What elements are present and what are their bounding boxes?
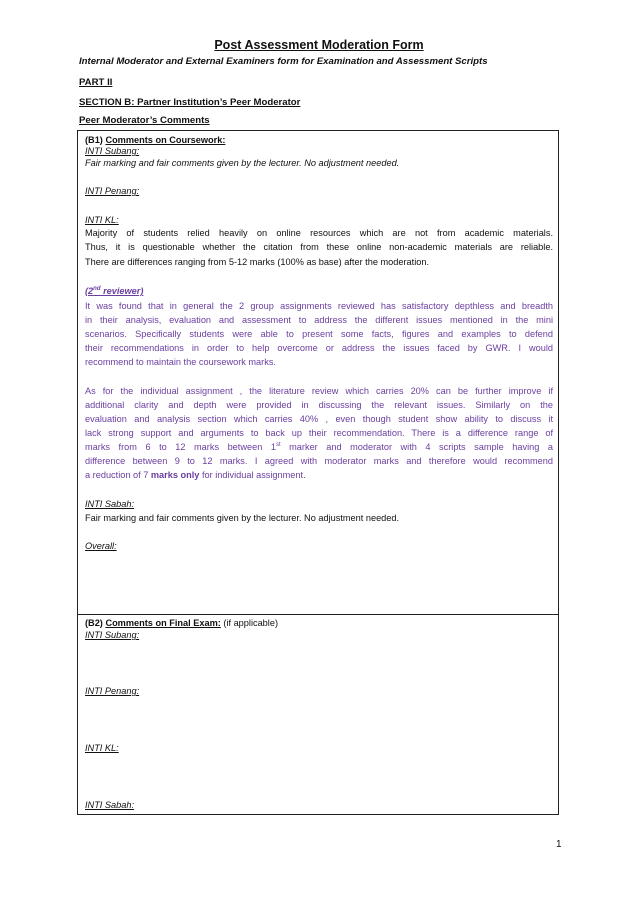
- b1-sabah-label: INTI Sabah:: [85, 499, 135, 509]
- b1-subang-label: INTI Subang:: [85, 146, 140, 156]
- reviewer-paragraph2-line: difference between 9 to 12 marks. I agreed with moderator marks and therefore would recommend: [85, 456, 553, 466]
- section-heading: SECTION B: Partner Institution’s Peer Moderator: [79, 97, 301, 108]
- reviewer-paragraph2-line: As for the individual assignment , the literature review which carries 20% can be further improve if: [85, 386, 553, 396]
- reviewer-paragraph2-line: evaluation and analysis section which carries 40% , even though student show ability to discuss it: [85, 414, 553, 424]
- b1-kl-label: INTI KL:: [85, 215, 119, 225]
- page-number: 1: [556, 839, 562, 850]
- b2-sabah-label: INTI Sabah:: [85, 800, 135, 810]
- b1-subang-text: Fair marking and fair comments given by the lecturer. No adjustment needed.: [85, 158, 400, 168]
- b1-heading-line: [85, 135, 225, 146]
- peer-comments-heading: Peer Moderator’s Comments: [79, 115, 210, 126]
- b1-kl-line: Majority of students relied heavily on online resources which are not from academic materials.: [85, 228, 553, 238]
- b2-subang-label: INTI Subang:: [85, 630, 140, 640]
- second-reviewer-label: (2nd reviewer): [85, 285, 144, 296]
- reviewer-paragraph2-line: lack strong support and arguments to back up their recommendation. There is a difference range of: [85, 428, 553, 438]
- b2-heading-line: [85, 618, 278, 629]
- part-heading: PART II: [79, 77, 113, 88]
- b2-penang-label: INTI Penang:: [85, 686, 140, 696]
- b1-kl-line: Thus, it is questionable whether the citation from these online non-academic materials are reliable.: [85, 242, 553, 252]
- b1-code: (B1): [85, 135, 103, 145]
- b2-code: (B2): [85, 618, 103, 628]
- reviewer-paragraph-line: scenarios. Specifically students were able to present some facts, figures and examples to defend: [85, 329, 553, 339]
- b2-heading: Comments on Final Exam:: [105, 618, 221, 628]
- b1-penang-label: INTI Penang:: [85, 186, 140, 196]
- reviewer-paragraph2-line: a reduction of 7 marks only for individual assignment.: [85, 470, 306, 480]
- b1-sabah-text: Fair marking and fair comments given by the lecturer. No adjustment needed.: [85, 513, 400, 523]
- b1-overall-label: Overall:: [85, 541, 117, 551]
- reviewer-paragraph-line: in their analysis, evaluation and assessment to address the different issues mentioned in the mini: [85, 315, 553, 325]
- final-exam-comments-box: [77, 614, 559, 815]
- b1-kl-line: There are differences ranging from 5-12 marks (100% as base) after the moderation.: [85, 257, 430, 267]
- coursework-comments-box: [77, 130, 559, 615]
- b2-note: (if applicable): [220, 618, 279, 628]
- form-title: Post Assessment Moderation Form: [214, 38, 424, 52]
- reviewer-paragraph2-line: additional clarity and depth were provided in discussing the relevant issues. Similarly on the: [85, 400, 553, 410]
- b2-kl-label: INTI KL:: [85, 743, 119, 753]
- reviewer-paragraph-line: recommend to maintain the coursework marks.: [85, 357, 276, 367]
- b1-heading: Comments on Coursework:: [105, 135, 226, 145]
- reviewer-paragraph-line: their recommendations in order to help overcome or address the issues faced by GWR. I would: [85, 343, 553, 353]
- reviewer-paragraph-line: It was found that in general the 2 group assignments reviewed has satisfactory depthless and breadth: [85, 301, 553, 311]
- form-subtitle: Internal Moderator and External Examiners form for Examination and Assessment Scripts: [79, 56, 488, 67]
- reviewer-paragraph2-line: marks from 6 to 12 marks between 1st marker and moderator with 4 scripts sample having a: [85, 441, 553, 452]
